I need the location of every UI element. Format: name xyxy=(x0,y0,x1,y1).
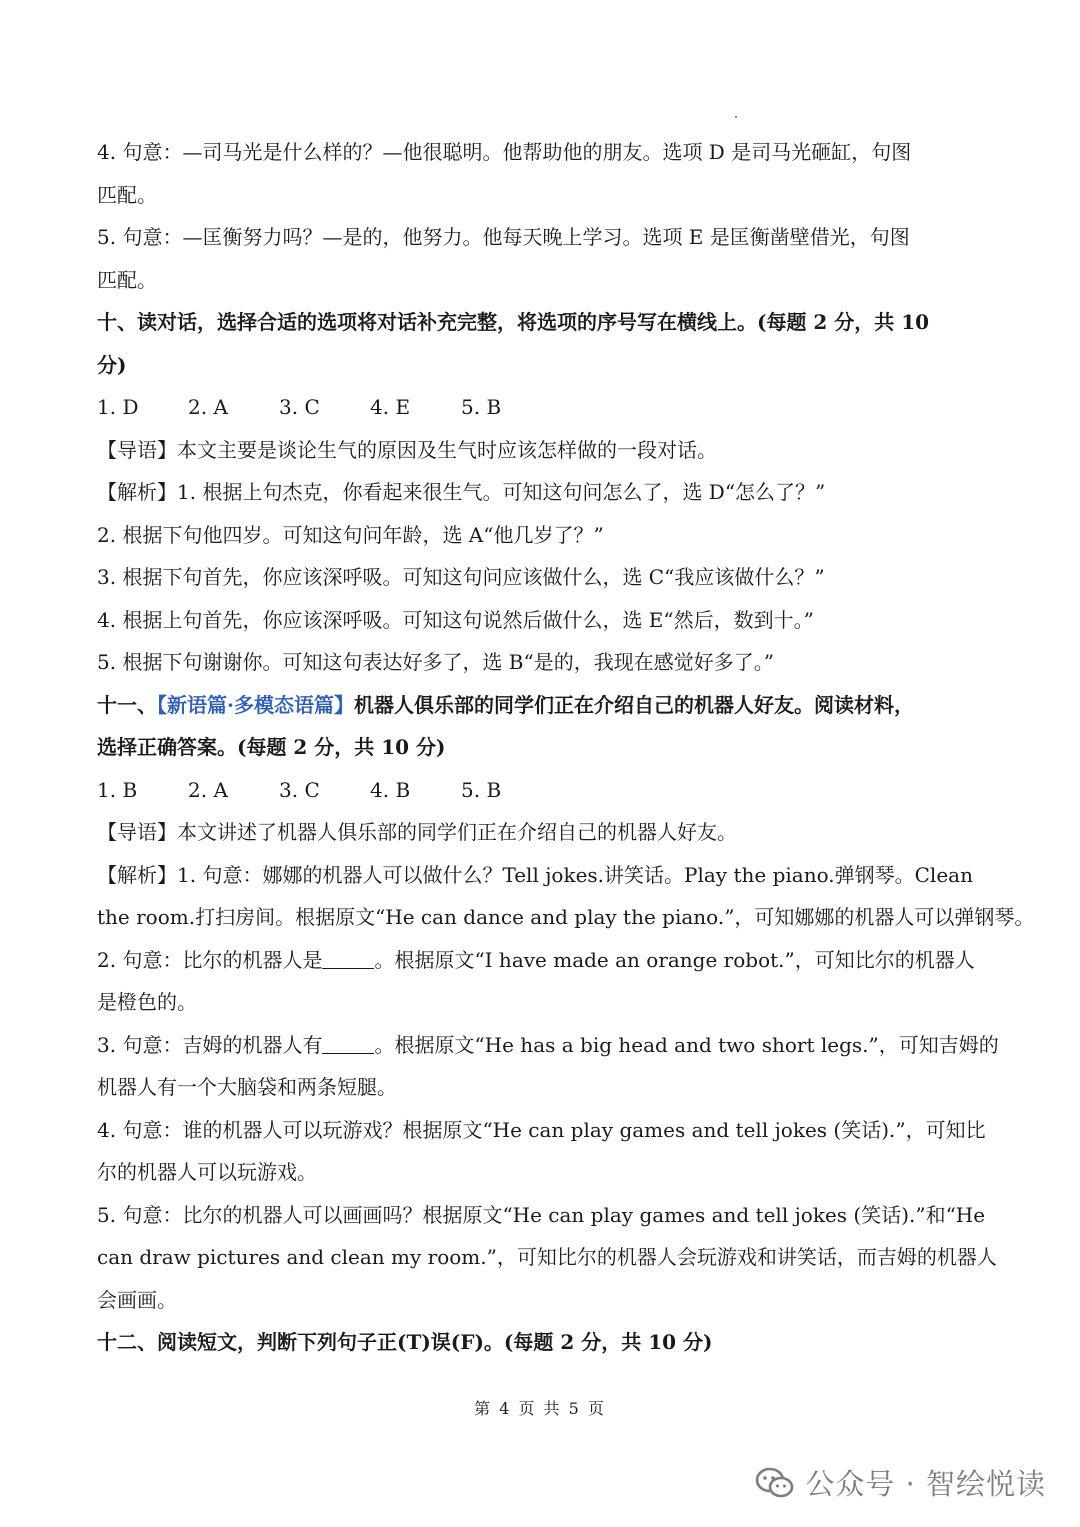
watermark-text: 公众号 · 智绘悦读 xyxy=(805,1467,1046,1501)
text-line: 5. 句意：—匡衡努力吗？—是的，他努力。他每天晚上学习。选项 E 是匡衡凿壁借光，句图 xyxy=(97,225,910,249)
answer-item: 4. B xyxy=(370,777,411,802)
analysis-text: 3. 句意：吉姆的机器人有 xyxy=(97,1032,323,1057)
section-11-answers xyxy=(97,769,987,812)
wechat-icon xyxy=(755,1466,795,1500)
section-11-heading-cont: 选择正确答案。(每题 2 分，共 10 分) xyxy=(97,735,446,759)
answer-blank xyxy=(322,948,374,969)
analysis-line: 尔的机器人可以玩游戏。 xyxy=(97,1160,317,1184)
watermark xyxy=(755,1462,1046,1503)
analysis-text: 。根据原文“I have made an orange robot.”，可知比尔的机器人 xyxy=(374,947,975,972)
answer-content xyxy=(97,131,1035,1364)
answer-blank xyxy=(322,1033,374,1054)
section-11-heading xyxy=(97,684,987,727)
analysis-line: 4. 根据上句首先，你应该深呼吸。可知这句说然后做什么，选 E“然后，数到十。” xyxy=(97,607,814,632)
section-10-heading-cont: 分) xyxy=(97,352,127,377)
speck xyxy=(735,116,737,118)
analysis-line: 5. 句意：比尔的机器人可以画画吗？根据原文“He can play games and tell jokes (笑话).”和“He xyxy=(97,1202,986,1227)
analysis-line xyxy=(97,939,987,982)
answer-item: 1. D xyxy=(97,395,139,419)
analysis-line xyxy=(97,1024,999,1067)
answer-item: 5. B xyxy=(461,395,502,419)
analysis-line: 【解析】1. 句意：娜娜的机器人可以做什么？Tell jokes.讲笑话。Play the piano.弹钢琴。Clean xyxy=(97,862,973,887)
analysis-text: 2. 句意：比尔的机器人是 xyxy=(97,947,323,972)
section-10-guide: 【导语】本文主要是谈论生气的原因及生气时应该怎样做的一段对话。 xyxy=(97,437,717,462)
analysis-line: 会画画。 xyxy=(97,1287,177,1312)
section-11-tag: 【新语篇·多模态语篇】 xyxy=(157,692,354,717)
page-number: 第 4 页 共 5 页 xyxy=(474,1399,606,1418)
analysis-line: can draw pictures and clean my room.”，可知比尔的机器人会玩游戏和讲笑话，而吉姆的机器人 xyxy=(97,1245,997,1269)
analysis-line: 4. 句意：谁的机器人可以玩游戏？根据原文“He can play games and tell jokes (笑话).”，可知比 xyxy=(97,1117,986,1142)
text-line: 4. 句意：—司马光是什么样的？—他很聪明。他帮助他的朋友。选项 D 是司马光砸缸，句图 xyxy=(97,140,912,164)
analysis-line: 【解析】1. 根据上句杰克，你看起来很生气。可知这句问怎么了，选 D“怎么了？” xyxy=(97,480,826,504)
section-11-guide: 【导语】本文讲述了机器人俱乐部的同学们正在介绍自己的机器人好友。 xyxy=(97,820,737,844)
text-line: 匹配。 xyxy=(97,267,157,292)
analysis-line: 3. 根据下句首先，你应该深呼吸。可知这句问应该做什么，选 C“我应该做什么？” xyxy=(97,565,825,589)
analysis-line: 是橙色的。 xyxy=(97,990,197,1014)
answer-item: 4. E xyxy=(370,395,411,419)
answer-item: 5. B xyxy=(461,777,502,802)
text-line: 匹配。 xyxy=(97,182,157,207)
analysis-line: 机器人有一个大脑袋和两条短腿。 xyxy=(97,1075,397,1099)
section-10-heading: 十、读对话，选择合适的选项将对话补充完整，将选项的序号写在横线上。(每题 2 分，共 10 xyxy=(97,310,930,334)
analysis-line: 5. 根据下句谢谢你。可知这句表达好多了，选 B“是的，我现在感觉好多了。” xyxy=(97,650,774,674)
answer-item: 2. A xyxy=(188,395,228,419)
analysis-text: 。根据原文“He has a big head and two short legs.”，可知吉姆的 xyxy=(374,1032,999,1057)
section-12-heading: 十二、阅读短文，判断下列句子正(T)误(F)。(每题 2 分，共 10 分) xyxy=(97,1330,713,1354)
answer-item: 3. C xyxy=(279,777,320,802)
section-10-answers xyxy=(97,386,987,429)
section-11-prefix: 十一、 xyxy=(97,692,157,717)
answer-item: 3. C xyxy=(279,395,320,419)
answer-item: 1. B xyxy=(97,777,138,802)
section-11-heading-text: 机器人俱乐部的同学们正在介绍自己的机器人好友。阅读材料， xyxy=(353,692,914,717)
analysis-line: the room.打扫房间。根据原文“He can dance and play the piano.”，可知娜娜的机器人可以弹钢琴。 xyxy=(97,905,1035,929)
answer-item: 2. A xyxy=(188,777,228,802)
analysis-line: 2. 根据下句他四岁。可知这句问年龄，选 A“他几岁了？” xyxy=(97,522,604,547)
